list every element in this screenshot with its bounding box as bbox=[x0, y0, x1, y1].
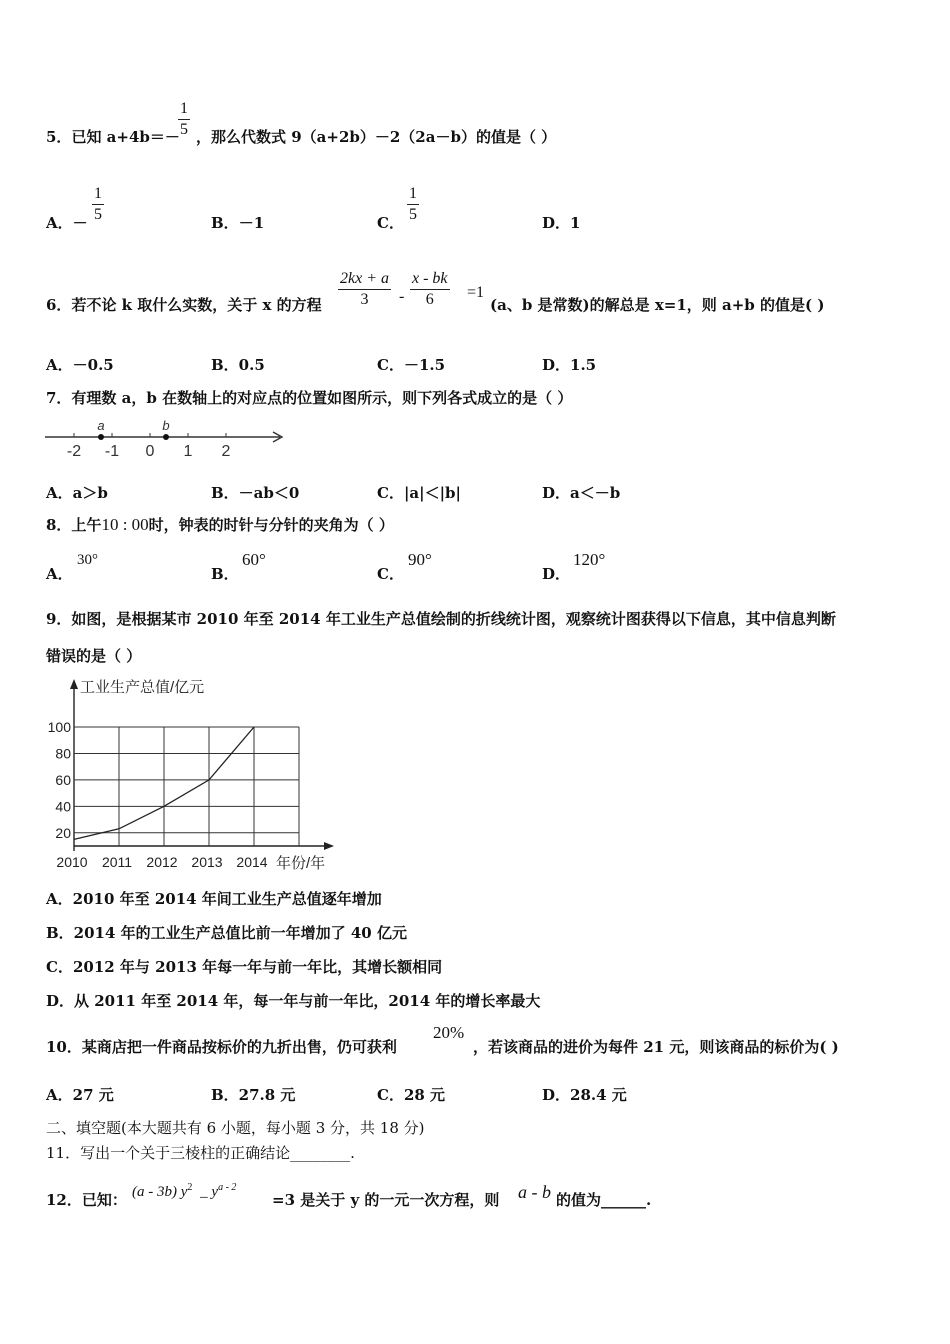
q5-stem bbox=[46, 127, 180, 147]
q5-stem-pre: 已知 a+4b＝－ bbox=[71, 128, 180, 146]
q5-option-c-label: C． bbox=[377, 214, 404, 232]
q7-option-a[interactable]: A．a＞b bbox=[46, 484, 108, 502]
x-axis-arrow bbox=[324, 842, 334, 850]
q6-f2-den: 6 bbox=[425, 291, 434, 308]
q8-option-b-value: 60° bbox=[242, 550, 266, 569]
point-a-label: a bbox=[97, 418, 105, 433]
y-tick-labels bbox=[48, 719, 72, 841]
q6-equals: =1 bbox=[467, 284, 485, 301]
point-b-dot bbox=[163, 434, 169, 440]
q8-time: 10 : 00 bbox=[101, 515, 149, 534]
q10-option-d[interactable]: D．28.4 元 bbox=[542, 1086, 627, 1104]
q12-exp1: 2 bbox=[187, 1182, 193, 1193]
tick-label: -2 bbox=[66, 443, 82, 460]
q6-option-c[interactable]: C．－1.5 bbox=[377, 356, 446, 374]
x-axis-label: 年份/年 bbox=[276, 855, 326, 872]
q8-option-a-value: 30° bbox=[77, 552, 98, 568]
y-axis-arrow bbox=[70, 679, 78, 689]
x-tick-label: 2012 bbox=[146, 854, 178, 870]
q6-f1-den: 3 bbox=[360, 291, 369, 308]
q8-stem-post: 时，钟表的时针与分针的夹角为（ ） bbox=[148, 516, 394, 534]
q9-option-a[interactable]: A．2010 年至 2014 年间工业生产总值逐年增加 bbox=[46, 890, 382, 908]
q10-option-b[interactable]: B．27.8 元 bbox=[211, 1086, 296, 1104]
q8-option-d-value: 120° bbox=[573, 550, 606, 569]
point-a-dot bbox=[98, 434, 104, 440]
q8-option-b-label[interactable]: B． bbox=[211, 565, 239, 583]
point-b-label: b bbox=[162, 418, 170, 433]
x-tick-label: 2013 bbox=[191, 854, 223, 870]
q7-stem: 7．有理数 a，b 在数轴上的对应点的位置如图所示，则下列各式成立的是（ ） bbox=[46, 389, 573, 407]
y-axis-label: 工业生产总值/亿元 bbox=[80, 679, 205, 696]
q9-line-chart bbox=[44, 675, 336, 873]
q7-option-b[interactable]: B．－ab＜0 bbox=[211, 484, 300, 502]
y-tick-label: 80 bbox=[55, 745, 71, 762]
tick-label: 0 bbox=[145, 443, 155, 460]
q10-option-a[interactable]: A．27 元 bbox=[46, 1086, 114, 1104]
y-tick-label: 40 bbox=[55, 798, 71, 815]
q5-option-a-den: 5 bbox=[94, 206, 102, 223]
q10-stem-post: ，若该商品的进价为每件 21 元，则该商品的标价为( ) bbox=[473, 1038, 839, 1056]
q5-option-c-den: 5 bbox=[409, 206, 417, 223]
q5-frac-den: 5 bbox=[180, 121, 188, 138]
q5-option-b-label: B． bbox=[211, 214, 239, 232]
q5-number: 5． bbox=[46, 128, 72, 146]
q8-option-c-value: 90° bbox=[408, 550, 432, 569]
x-tick-labels bbox=[56, 854, 267, 870]
q6-stem bbox=[46, 295, 322, 315]
q12-expression bbox=[132, 1182, 236, 1201]
q6-option-a[interactable]: A．－0.5 bbox=[46, 356, 114, 374]
section-heading: 二、填空题(本大题共有 6 小题，每小题 3 分，共 18 分) bbox=[46, 1119, 425, 1137]
q12-stem-pre: 12．已知： bbox=[46, 1191, 127, 1209]
q5-stem-post: ，那么代数式 9（a+2b）－2（2a－b）的值是（ ） bbox=[196, 128, 557, 146]
y-tick-label: 60 bbox=[55, 771, 71, 788]
q5-fraction bbox=[178, 100, 190, 139]
q10-option-c[interactable]: C．28 元 bbox=[377, 1086, 446, 1104]
q7-number-line bbox=[40, 415, 290, 463]
tick-label: 2 bbox=[221, 443, 231, 460]
q5-option-c[interactable] bbox=[377, 212, 404, 233]
q5-frac-num: 1 bbox=[180, 100, 188, 117]
q7-option-c[interactable]: C．|a|＜|b| bbox=[377, 484, 461, 502]
q6-f2-num: x - bk bbox=[412, 270, 448, 287]
q6-stem-pre: 若不论 k 取什么实数，关于 x 的方程 bbox=[71, 296, 322, 314]
x-tick-label: 2014 bbox=[236, 854, 268, 870]
q8-option-c-label[interactable]: C． bbox=[377, 565, 404, 583]
q5-option-c-num: 1 bbox=[409, 185, 417, 202]
q5-option-a[interactable] bbox=[46, 212, 88, 233]
q6-fraction-2 bbox=[410, 270, 450, 309]
x-tick-label: 2010 bbox=[56, 854, 88, 870]
q12-stem-post: 的值为______. bbox=[556, 1191, 652, 1209]
q8-option-d-label[interactable]: D． bbox=[542, 565, 571, 583]
q5-option-b-value: －1 bbox=[238, 214, 265, 232]
q6-minus: - bbox=[399, 288, 405, 305]
q9-option-d[interactable]: D．从 2011 年至 2014 年，每一年与前一年比，2014 年的增长率最大 bbox=[46, 992, 541, 1010]
q5-option-a-sign: － bbox=[72, 214, 88, 232]
q9-option-c[interactable]: C．2012 年与 2013 年每一年与前一年比，其增长额相同 bbox=[46, 958, 443, 976]
y-tick-label: 20 bbox=[55, 824, 71, 841]
q8-option-a-label[interactable]: A． bbox=[46, 565, 73, 583]
q12-dash: _ y bbox=[200, 1184, 219, 1200]
q5-option-d[interactable] bbox=[542, 212, 580, 233]
q6-number: 6． bbox=[46, 296, 72, 314]
q9-option-b[interactable]: B．2014 年的工业生产总值比前一年增加了 40 亿元 bbox=[46, 924, 407, 942]
q5-option-c-fraction bbox=[407, 185, 419, 224]
q5-option-a-fraction bbox=[92, 185, 104, 224]
q6-option-d[interactable]: D．1.5 bbox=[542, 356, 597, 374]
q7-option-d[interactable]: D．a＜－b bbox=[542, 484, 621, 502]
q5-option-a-num: 1 bbox=[94, 185, 102, 202]
q11-stem: 11．写出一个关于三棱柱的正确结论________. bbox=[46, 1144, 355, 1162]
q12-exp2: a - 2 bbox=[218, 1182, 237, 1193]
y-tick-label: 100 bbox=[47, 719, 71, 735]
q12-a-minus-b: a - b bbox=[518, 1182, 551, 1202]
q6-option-b[interactable]: B．0.5 bbox=[211, 356, 265, 374]
q6-stem-post: (a、b 是常数)的解总是 x=1，则 a+b 的值是( ) bbox=[490, 296, 825, 314]
q5-option-d-label: D． bbox=[542, 214, 571, 232]
q6-fraction-1 bbox=[338, 270, 391, 309]
q6-f1-num: 2kx + a bbox=[340, 270, 389, 287]
q10-stem-pre: 10．某商店把一件商品按标价的九折出售，仍可获利 bbox=[46, 1038, 397, 1056]
tick-label: -1 bbox=[104, 443, 120, 460]
q9-stem-line2: 错误的是（ ） bbox=[46, 647, 142, 665]
q5-option-b[interactable] bbox=[211, 212, 264, 233]
q8-stem-pre: 8．上午 bbox=[46, 516, 102, 534]
q12-expr-a: (a - 3b) y bbox=[132, 1184, 188, 1200]
q10-percent: 20% bbox=[433, 1023, 465, 1042]
q8-stem bbox=[46, 515, 394, 535]
q5-option-a-label: A． bbox=[46, 214, 73, 232]
q9-stem-line1: 9．如图，是根据某市 2010 年至 2014 年工业生产总值绘制的折线统计图，观察统计图获得以下信息，其中信息判断 bbox=[46, 610, 836, 628]
tick-label: 1 bbox=[183, 443, 193, 460]
q12-stem-mid: =3 是关于 y 的一元一次方程，则 bbox=[272, 1191, 500, 1209]
x-tick-label: 2011 bbox=[101, 854, 133, 870]
chart-grid bbox=[74, 727, 299, 846]
q5-option-d-value: 1 bbox=[570, 214, 581, 232]
